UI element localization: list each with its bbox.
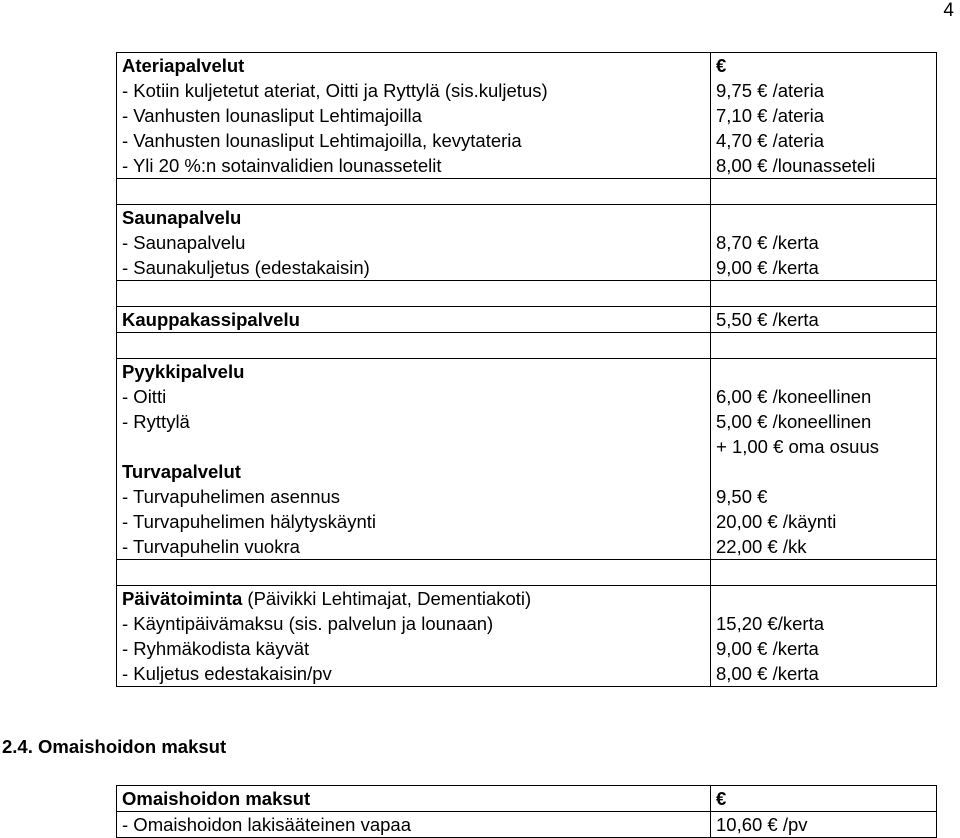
list-item: - Kuljetus edestakaisin/pv (122, 663, 332, 684)
day-activity-heading-bold: Päivätoiminta (122, 588, 243, 609)
currency-heading: € (716, 55, 727, 76)
caregiver-item-cell (117, 812, 711, 838)
list-item: - Turvapuhelimen hälytyskäynti (122, 511, 376, 532)
list-item: - Kotiin kuljetetut ateriat, Oitti ja Ryttylä (sis.kuljetus) (122, 80, 548, 101)
price-value: 7,10 € /ateria (716, 105, 824, 126)
price-value: 8,70 € /kerta (716, 232, 819, 253)
table-row (117, 586, 937, 687)
price-value: 5,50 € /kerta (716, 309, 819, 330)
table-row (117, 307, 937, 333)
spacer-row (117, 333, 937, 359)
sauna-cell (117, 205, 711, 281)
price-value: 9,75 € /ateria (716, 80, 824, 101)
table-row (117, 359, 937, 560)
day-activity-heading (122, 586, 710, 611)
caregiver-fees-table (116, 785, 937, 838)
price-value: 9,00 € /kerta (716, 257, 819, 278)
list-item: - Yli 20 %:n sotainvalidien lounassetelit (122, 155, 442, 176)
day-activity-prices-cell (711, 586, 937, 687)
currency-heading: € (716, 788, 727, 809)
service-fees-table (116, 52, 937, 687)
price-value: 5,00 € /koneellinen (716, 411, 872, 432)
price-value: 10,60 € /pv (716, 814, 808, 835)
table-row (117, 812, 937, 838)
day-activity-heading-rest: (Päivikki Lehtimajat, Dementiakoti) (242, 588, 532, 609)
price-extra: + 1,00 € oma osuus (716, 436, 880, 457)
list-item: - Ryhmäkodista käyvät (122, 638, 310, 659)
meal-services-heading: Ateriapalvelut (122, 55, 245, 76)
list-item: - Ryttylä (122, 411, 190, 432)
page-number: 4 (943, 0, 954, 21)
price-value: 8,00 € /kerta (716, 663, 819, 684)
price-value: 15,20 €/kerta (716, 613, 824, 634)
meal-services-cell (117, 53, 711, 179)
laundry-heading: Pyykkipalvelu (122, 361, 245, 382)
list-item: - Saunapalvelu (122, 232, 246, 253)
sauna-heading: Saunapalvelu (122, 207, 242, 228)
section-heading: 2.4. Omaishoidon maksut (2, 736, 227, 757)
caregiver-price-cell (711, 812, 937, 838)
list-item: - Vanhusten lounasliput Lehtimajoilla (122, 105, 422, 126)
laundry-safety-prices-cell (711, 359, 937, 560)
price-value: 8,00 € /lounasseteli (716, 155, 876, 176)
laundry-safety-cell (117, 359, 711, 560)
price-value: 9,00 € /kerta (716, 638, 819, 659)
price-value: 9,50 € (716, 486, 768, 507)
caregiver-currency-cell (711, 786, 937, 812)
price-value: 4,70 € /ateria (716, 130, 824, 151)
safety-services-heading: Turvapalvelut (122, 461, 241, 482)
spacer-row (117, 179, 937, 205)
price-value: 20,00 € /käynti (716, 511, 837, 532)
list-item: - Vanhusten lounasliput Lehtimajoilla, kevytateria (122, 130, 522, 151)
caregiver-heading: Omaishoidon maksut (122, 788, 311, 809)
table-row (117, 786, 937, 812)
list-item: - Saunakuljetus (edestakaisin) (122, 257, 370, 278)
list-item: - Omaishoidon lakisääteinen vapaa (122, 814, 411, 835)
price-value: 6,00 € /koneellinen (716, 386, 872, 407)
meal-prices-cell (711, 53, 937, 179)
caregiver-heading-cell (117, 786, 711, 812)
table-row (117, 205, 937, 281)
list-item: - Käyntipäivämaksu (sis. palvelun ja lounaan) (122, 613, 494, 634)
spacer-row (117, 281, 937, 307)
price-value: 22,00 € /kk (716, 536, 807, 557)
sauna-prices-cell (711, 205, 937, 281)
shopping-bag-cell (117, 307, 711, 333)
shopping-bag-heading: Kauppakassipalvelu (122, 309, 300, 330)
spacer-row (117, 560, 937, 586)
table-row (117, 53, 937, 179)
shopping-bag-price-cell (711, 307, 937, 333)
list-item: - Oitti (122, 386, 167, 407)
day-activity-cell (117, 586, 711, 687)
list-item: - Turvapuhelimen asennus (122, 486, 341, 507)
list-item: - Turvapuhelin vuokra (122, 536, 300, 557)
